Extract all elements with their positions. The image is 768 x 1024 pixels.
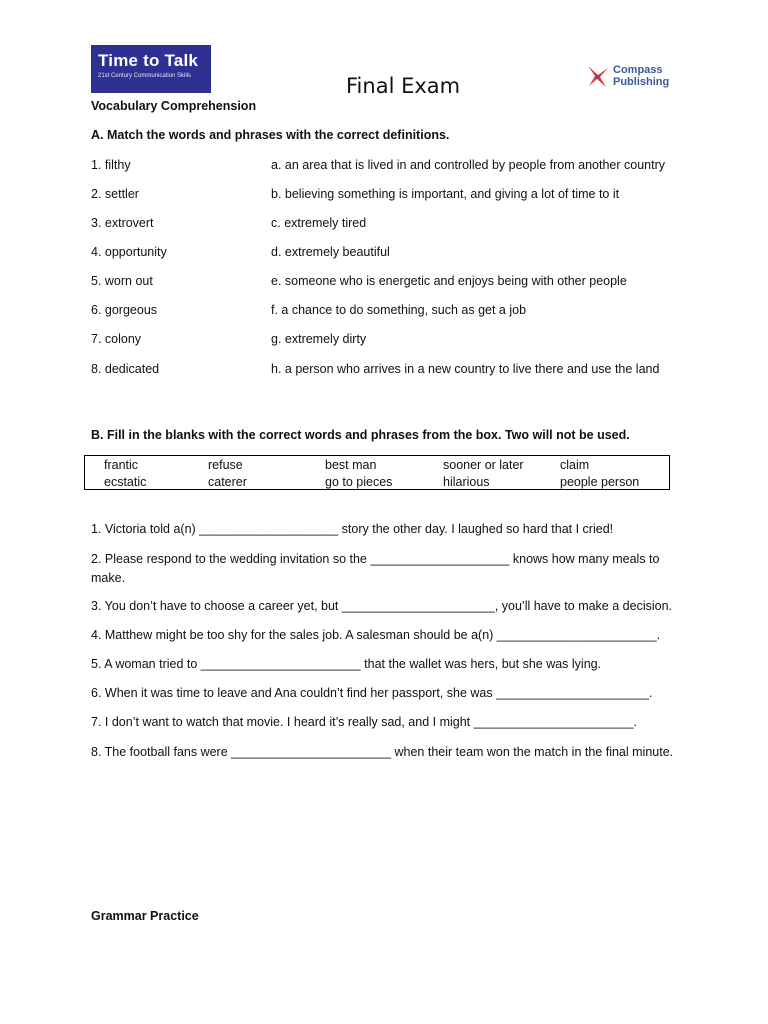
word-item: 3. extrovert bbox=[91, 216, 154, 230]
grammar-heading: Grammar Practice bbox=[91, 909, 199, 923]
word-bank-item: hilarious bbox=[443, 475, 490, 489]
word-bank-item: best man bbox=[325, 458, 377, 472]
word-bank-item: frantic bbox=[104, 458, 139, 472]
compass-star-icon bbox=[584, 62, 612, 90]
word-item: 8. dedicated bbox=[91, 362, 160, 376]
fill-in-sentence: 2. Please respond to the wedding invitation so the ____________________ knows how many meals to make. bbox=[91, 552, 660, 585]
fill-in-sentence: 7. I don’t want to watch that movie. I heard it’s really sad, and I might _______________________. bbox=[91, 715, 637, 729]
word-item: 5. worn out bbox=[91, 274, 153, 288]
section-b-instruction: B. Fill in the blanks with the correct words and phrases from the box. Two will not be used. bbox=[91, 428, 630, 442]
exam-title: Final Exam bbox=[346, 74, 461, 98]
time-to-talk-logo bbox=[91, 45, 211, 93]
word-bank-item: ecstatic bbox=[104, 475, 147, 489]
fill-in-sentence: 4. Matthew might be too shy for the sales job. A salesman should be a(n) _______________________. bbox=[91, 628, 661, 642]
word-item: 2. settler bbox=[91, 187, 139, 201]
definition-item: b. believing something is important, and giving a lot of time to it bbox=[271, 187, 620, 201]
publisher-name-line1: Compass bbox=[613, 64, 663, 76]
definition-item: a. an area that is lived in and controlled by people from another country bbox=[271, 158, 665, 172]
fill-in-sentence: 3. You don’t have to choose a career yet, but ______________________, you’ll have to make a decision. bbox=[91, 599, 672, 613]
fill-in-sentence: 8. The football fans were _______________________ when their team won the match in the final minute. bbox=[91, 745, 674, 759]
word-bank-item: sooner or later bbox=[443, 458, 524, 472]
word-item: 7. colony bbox=[91, 332, 142, 346]
logo-subtitle: 21st Century Communication Skills bbox=[98, 73, 192, 79]
definition-item: f. a chance to do something, such as get a job bbox=[271, 303, 527, 317]
word-bank-item: people person bbox=[560, 475, 640, 489]
word-bank-item: go to pieces bbox=[325, 475, 393, 489]
definition-item: e. someone who is energetic and enjoys being with other people bbox=[271, 274, 627, 288]
word-bank-box bbox=[84, 455, 670, 490]
word-bank-item: caterer bbox=[208, 475, 247, 489]
section-a-instruction: A. Match the words and phrases with the correct definitions. bbox=[91, 128, 450, 142]
definition-item: c. extremely tired bbox=[271, 216, 367, 230]
word-item: 6. gorgeous bbox=[91, 303, 158, 317]
word-item: 4. opportunity bbox=[91, 245, 167, 259]
word-item: 1. filthy bbox=[91, 158, 131, 172]
publisher-name-line2: Publishing bbox=[613, 76, 670, 88]
fill-in-sentence: 5. A woman tried to _______________________ that the wallet was hers, but she was lying. bbox=[91, 657, 602, 671]
vocabulary-heading: Vocabulary Comprehension bbox=[91, 99, 257, 113]
fill-in-sentence: 6. When it was time to leave and Ana couldn’t find her passport, she was ______________________. bbox=[91, 686, 653, 700]
publisher-logo bbox=[584, 62, 669, 90]
definition-item: g. extremely dirty bbox=[271, 332, 367, 346]
word-bank-item: claim bbox=[560, 458, 590, 472]
definition-item: h. a person who arrives in a new country to live there and use the land bbox=[271, 362, 660, 376]
definition-item: d. extremely beautiful bbox=[271, 245, 390, 259]
logo-title: Time to Talk bbox=[98, 51, 199, 70]
fill-in-sentence: 1. Victoria told a(n) ____________________ story the other day. I laughed so hard that I cried! bbox=[91, 522, 614, 536]
word-bank-item: refuse bbox=[208, 458, 243, 472]
